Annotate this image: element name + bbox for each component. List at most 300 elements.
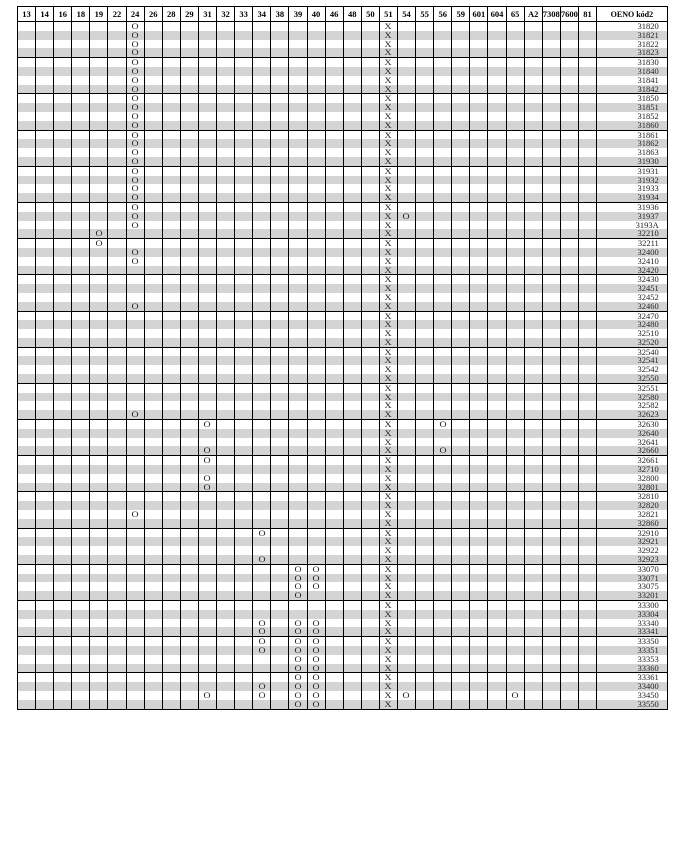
empty-cell [271,302,289,311]
empty-cell [452,438,470,447]
empty-cell [343,682,361,691]
mark-cell [379,67,397,76]
table-row [18,193,668,202]
empty-cell [343,338,361,347]
empty-cell [217,374,235,383]
empty-cell [180,248,198,257]
empty-cell [307,31,325,40]
empty-cell [506,148,524,157]
empty-cell [217,239,235,248]
empty-cell [180,239,198,248]
cross-mark: X [384,284,392,293]
empty-cell [542,574,560,583]
empty-cell [488,356,506,365]
mark-cell [379,103,397,112]
empty-cell [452,76,470,85]
empty-cell [126,555,144,564]
empty-cell [416,157,434,166]
empty-cell [488,85,506,94]
empty-cell [361,474,379,483]
empty-cell [542,266,560,275]
empty-cell [217,40,235,49]
empty-cell [434,311,452,320]
empty-cell [144,582,162,591]
empty-cell [343,347,361,356]
empty-cell [434,691,452,700]
empty-cell [253,483,271,492]
empty-cell [235,176,253,185]
cross-mark: X [384,446,392,456]
empty-cell [416,311,434,320]
mark-cell [126,410,144,419]
empty-cell [560,48,578,57]
empty-cell [488,302,506,311]
empty-cell [361,103,379,112]
empty-cell [542,320,560,329]
empty-cell [72,40,90,49]
empty-cell [54,700,72,709]
empty-cell [361,202,379,211]
empty-cell [343,601,361,610]
empty-cell [325,320,343,329]
empty-cell [361,627,379,636]
empty-cell [524,501,542,510]
empty-cell [452,501,470,510]
empty-cell [253,374,271,383]
empty-cell [36,184,54,193]
empty-cell [72,130,90,139]
empty-cell [325,474,343,483]
empty-cell [36,248,54,257]
empty-cell [524,682,542,691]
empty-cell [90,393,108,402]
empty-cell [180,148,198,157]
empty-cell [506,564,524,573]
empty-cell [434,619,452,628]
cross-mark: X [384,156,392,166]
empty-cell [90,546,108,555]
empty-cell [560,166,578,175]
empty-cell [235,356,253,365]
empty-cell [488,691,506,700]
mark-cell [379,610,397,619]
empty-cell [126,266,144,275]
mark-cell [307,627,325,636]
empty-cell [54,401,72,410]
empty-cell [54,166,72,175]
empty-cell [235,166,253,175]
empty-cell [506,510,524,519]
empty-cell [72,103,90,112]
empty-cell [578,338,596,347]
empty-cell [488,446,506,455]
empty-cell [108,40,126,49]
circle-mark: O [294,645,302,655]
empty-cell [343,627,361,636]
empty-cell [253,410,271,419]
empty-cell [397,40,415,49]
empty-cell [54,356,72,365]
empty-cell [325,627,343,636]
empty-cell [524,582,542,591]
empty-cell [343,483,361,492]
empty-cell [560,465,578,474]
empty-cell [36,31,54,40]
empty-cell [488,229,506,238]
mark-cell [379,691,397,700]
empty-cell [506,67,524,76]
empty-cell [343,673,361,682]
empty-cell [470,293,488,302]
oeno-code-cell: 31840 [597,67,668,76]
empty-cell [397,48,415,57]
empty-cell [434,184,452,193]
empty-cell [488,700,506,709]
empty-cell [578,148,596,157]
empty-cell [488,157,506,166]
oeno-code-cell: 33450 [597,691,668,700]
empty-cell [307,121,325,130]
empty-cell [235,67,253,76]
empty-cell [253,664,271,673]
circle-mark: O [131,21,139,31]
empty-cell [452,266,470,275]
mark-cell [379,212,397,221]
empty-cell [235,637,253,646]
empty-cell [434,610,452,619]
empty-cell [253,510,271,519]
oeno-code-table [17,6,668,710]
empty-cell [452,619,470,628]
empty-cell [325,31,343,40]
mark-cell [379,546,397,555]
empty-cell [126,320,144,329]
empty-cell [289,266,307,275]
circle-mark: O [312,573,320,583]
empty-cell [361,338,379,347]
empty-cell [18,410,36,419]
empty-cell [235,582,253,591]
empty-cell [560,221,578,230]
empty-cell [470,31,488,40]
empty-cell [198,257,216,266]
empty-cell [343,40,361,49]
empty-cell [90,483,108,492]
empty-cell [416,429,434,438]
empty-cell [72,275,90,284]
empty-cell [560,438,578,447]
empty-cell [36,637,54,646]
empty-cell [361,456,379,465]
empty-cell [108,619,126,628]
empty-cell [470,446,488,455]
empty-cell [18,564,36,573]
oeno-code-cell: 33360 [597,664,668,673]
empty-cell [18,94,36,103]
empty-cell [180,393,198,402]
empty-cell [198,329,216,338]
oeno-code-cell: 32480 [597,320,668,329]
empty-cell [180,519,198,528]
empty-cell [271,157,289,166]
empty-cell [542,22,560,31]
circle-mark: O [294,636,302,646]
empty-cell [36,365,54,374]
empty-cell [90,537,108,546]
empty-cell [162,103,180,112]
empty-cell [361,483,379,492]
empty-cell [470,184,488,193]
empty-cell [90,193,108,202]
empty-cell [397,655,415,664]
empty-cell [72,519,90,528]
empty-cell [470,610,488,619]
empty-cell [506,700,524,709]
empty-cell [253,202,271,211]
empty-cell [72,410,90,419]
empty-cell [397,574,415,583]
cross-mark: X [384,518,392,528]
empty-cell [452,275,470,284]
mark-cell [379,591,397,600]
oeno-code-cell: 32451 [597,284,668,293]
empty-cell [506,266,524,275]
empty-cell [108,438,126,447]
empty-cell [18,682,36,691]
empty-cell [488,275,506,284]
empty-cell [217,22,235,31]
mark-cell [307,691,325,700]
oeno-code-cell: 33300 [597,601,668,610]
empty-cell [524,574,542,583]
empty-cell [397,438,415,447]
empty-cell [271,58,289,67]
empty-cell [470,492,488,501]
empty-cell [361,248,379,257]
empty-cell [72,76,90,85]
empty-cell [108,574,126,583]
circle-mark: O [312,672,320,683]
empty-cell [180,139,198,148]
empty-cell [488,420,506,429]
empty-cell [452,664,470,673]
mark-cell [379,157,397,166]
empty-cell [488,537,506,546]
empty-cell [524,31,542,40]
cross-mark: X [384,93,392,104]
empty-cell [560,202,578,211]
empty-cell [470,637,488,646]
empty-cell [397,202,415,211]
empty-cell [108,410,126,419]
empty-cell [343,700,361,709]
empty-cell [253,393,271,402]
empty-cell [126,338,144,347]
empty-cell [578,365,596,374]
empty-cell [560,383,578,392]
empty-cell [470,646,488,655]
mark-cell [126,67,144,76]
empty-cell [90,40,108,49]
empty-cell [162,637,180,646]
empty-cell [343,528,361,537]
table-row [18,474,668,483]
empty-cell [506,338,524,347]
oeno-code-cell: 33350 [597,637,668,646]
empty-cell [36,221,54,230]
empty-cell [325,365,343,374]
empty-cell [180,465,198,474]
empty-cell [90,528,108,537]
circle-mark: O [294,699,302,709]
empty-cell [180,58,198,67]
empty-cell [307,221,325,230]
empty-cell [524,248,542,257]
empty-cell [325,48,343,57]
empty-cell [253,356,271,365]
empty-cell [162,293,180,302]
empty-cell [416,257,434,266]
empty-cell [416,591,434,600]
circle-mark: O [312,690,320,700]
cross-mark: X [384,537,392,547]
empty-cell [289,229,307,238]
empty-cell [72,420,90,429]
empty-cell [542,537,560,546]
empty-cell [271,401,289,410]
table-row [18,410,668,419]
empty-cell [289,94,307,103]
empty-cell [72,501,90,510]
empty-cell [90,365,108,374]
empty-cell [217,637,235,646]
empty-cell [126,646,144,655]
empty-cell [542,347,560,356]
empty-cell [470,673,488,682]
empty-cell [578,67,596,76]
empty-cell [325,248,343,257]
empty-cell [578,673,596,682]
empty-cell [452,40,470,49]
empty-cell [271,438,289,447]
empty-cell [325,655,343,664]
empty-cell [144,338,162,347]
empty-cell [506,302,524,311]
empty-cell [235,673,253,682]
empty-cell [361,365,379,374]
oeno-code-cell: 31933 [597,184,668,193]
circle-mark: O [294,690,302,700]
empty-cell [162,85,180,94]
empty-cell [198,22,216,31]
empty-cell [397,528,415,537]
table-row [18,365,668,374]
empty-cell [470,682,488,691]
empty-cell [416,48,434,57]
mark-cell [379,239,397,248]
mark-cell [379,121,397,130]
empty-cell [452,646,470,655]
empty-cell [397,67,415,76]
mark-cell [253,627,271,636]
empty-cell [162,574,180,583]
empty-cell [452,700,470,709]
empty-cell [397,555,415,564]
empty-cell [416,393,434,402]
empty-cell [108,338,126,347]
table-row [18,121,668,130]
empty-cell [578,438,596,447]
table-row [18,510,668,519]
empty-cell [307,293,325,302]
empty-cell [72,266,90,275]
empty-cell [235,212,253,221]
empty-cell [162,646,180,655]
empty-cell [361,130,379,139]
mark-cell [379,94,397,103]
empty-cell [180,302,198,311]
empty-cell [54,582,72,591]
mark-cell [289,655,307,664]
empty-cell [578,564,596,573]
empty-cell [235,202,253,211]
empty-cell [343,67,361,76]
empty-cell [235,139,253,148]
empty-cell [162,610,180,619]
empty-cell [578,229,596,238]
empty-cell [289,610,307,619]
mark-cell [379,492,397,501]
empty-cell [90,103,108,112]
empty-cell [452,103,470,112]
empty-cell [90,510,108,519]
circle-mark: O [131,148,139,157]
empty-cell [343,646,361,655]
table-row [18,48,668,57]
empty-cell [434,537,452,546]
empty-cell [253,166,271,175]
empty-cell [542,528,560,537]
mark-cell [379,474,397,483]
empty-cell [343,22,361,31]
empty-cell [506,410,524,419]
empty-cell [108,257,126,266]
empty-cell [343,438,361,447]
empty-cell [578,103,596,112]
empty-cell [578,40,596,49]
empty-cell [506,94,524,103]
empty-cell [180,401,198,410]
empty-cell [397,229,415,238]
empty-cell [162,365,180,374]
mark-cell [307,673,325,682]
table-row [18,591,668,600]
mark-cell [126,166,144,175]
empty-cell [108,519,126,528]
empty-cell [307,320,325,329]
empty-cell [217,176,235,185]
empty-cell [524,673,542,682]
empty-cell [307,483,325,492]
empty-cell [144,184,162,193]
empty-cell [54,311,72,320]
empty-cell [524,664,542,673]
empty-cell [452,519,470,528]
empty-cell [452,239,470,248]
empty-cell [488,438,506,447]
empty-cell [578,655,596,664]
empty-cell [217,48,235,57]
